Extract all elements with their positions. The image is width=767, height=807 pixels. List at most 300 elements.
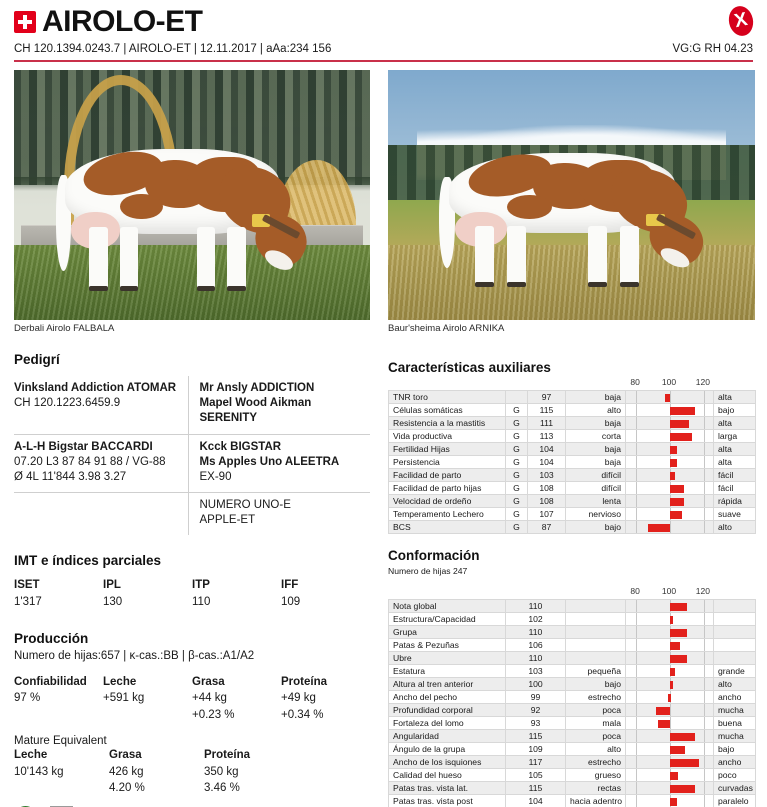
trait-name: Fertilidad Hijas (389, 443, 506, 456)
gridline (704, 717, 705, 729)
axis-tick: 100 (661, 586, 677, 597)
gridline (636, 730, 637, 742)
trait-name: TNR toro (389, 391, 506, 404)
table-row (389, 691, 756, 704)
trait-bar-cell (626, 652, 714, 665)
auxiliary-axis (388, 377, 755, 390)
conformation-section (388, 548, 755, 807)
gridline (704, 652, 705, 664)
trait-value: 111 (528, 417, 566, 430)
trait-bar-cell (626, 443, 714, 456)
trait-value: 110 (506, 652, 566, 665)
trait-high-label: alto (714, 521, 756, 534)
trait-high-label: poco (714, 769, 756, 782)
trait-name: Ángulo de la grupa (389, 743, 506, 756)
mature-equivalent-title: Mature Equivalent (14, 734, 107, 747)
gridline (636, 652, 637, 664)
gridline (636, 717, 637, 729)
trait-value: 93 (506, 717, 566, 730)
imt-index (192, 577, 281, 610)
gridline (704, 626, 705, 638)
gridline (704, 521, 705, 533)
trait-value: 100 (506, 678, 566, 691)
gridline (704, 782, 705, 794)
table-row (389, 391, 756, 404)
trait-bar (670, 616, 673, 624)
trait-low-label: corta (566, 430, 626, 443)
produccion-item-value: 97 % (14, 692, 41, 705)
trait-bar-cell (626, 391, 714, 404)
imt-index-label: IPL (103, 579, 121, 592)
gridline (636, 430, 637, 442)
produccion-item (14, 674, 103, 724)
pedigree-text: Ø 4L 11'844 3.98 3.27 (14, 470, 127, 483)
table-row (389, 521, 756, 534)
axis-tick: 120 (695, 586, 710, 597)
trait-bar (648, 524, 670, 532)
trait-low-label: baja (566, 456, 626, 469)
table-row (389, 665, 756, 678)
pedigree-cell-right (188, 434, 370, 493)
trait-low-label: difícil (566, 482, 626, 495)
produccion-item-label: Grasa (192, 675, 225, 688)
trait-high-label: mucha (714, 704, 756, 717)
trait-name: Velocidad de ordeño (389, 495, 506, 508)
trait-value: 104 (506, 795, 566, 807)
table-row (389, 613, 756, 626)
pedigree-text: Vinksland Addiction ATOMAR (14, 382, 177, 394)
trait-high-label: alta (714, 417, 756, 430)
imt-index-label: ISET (14, 579, 40, 592)
pedigree-cell-left (14, 493, 188, 536)
gridline (636, 613, 637, 625)
gridline (704, 678, 705, 690)
trait-bar (670, 733, 695, 741)
auxiliary-traits-title: Características auxiliares (388, 360, 551, 375)
pedigree-text: Mapel Wood Aikman SERENITY (199, 397, 312, 425)
trait-low-label: alto (566, 743, 626, 756)
trait-bar-cell (626, 665, 714, 678)
trait-low-label: difícil (566, 469, 626, 482)
trait-value: 99 (506, 691, 566, 704)
trait-bar-cell (626, 795, 714, 807)
trait-low-label: grueso (566, 769, 626, 782)
trait-bar (670, 668, 675, 676)
trait-value: 92 (506, 704, 566, 717)
daughter-photo-arnika (388, 70, 755, 320)
gridline (670, 704, 671, 716)
trait-bar (658, 720, 670, 728)
pedigree-row (14, 493, 370, 536)
trait-bar-cell (626, 508, 714, 521)
header-meta (14, 43, 753, 55)
produccion-item (103, 674, 192, 724)
trait-bar-cell (626, 430, 714, 443)
trait-low-label: baja (566, 443, 626, 456)
trait-name: Ancho del pecho (389, 691, 506, 704)
bull-classification-meta: VG:G RH 04.23 (672, 42, 753, 55)
trait-bar-cell (626, 678, 714, 691)
gridline (704, 795, 705, 807)
gridline (704, 443, 705, 455)
gridline (704, 456, 705, 468)
photo-gallery (0, 70, 767, 335)
pedigree-row (14, 376, 370, 434)
trait-bar (670, 655, 687, 663)
trait-value: 110 (506, 626, 566, 639)
trait-high-label (714, 652, 756, 665)
trait-bar-cell (626, 756, 714, 769)
trait-low-label: bajo (566, 521, 626, 534)
trait-bar (670, 446, 677, 454)
mature-item-value: 426 kg (109, 765, 144, 778)
mature-equivalent-grid (14, 747, 370, 797)
trait-bar (656, 707, 670, 715)
trait-high-label: alta (714, 456, 756, 469)
trait-low-label: estrecho (566, 756, 626, 769)
trait-low-label: rectas (566, 782, 626, 795)
mature-item (204, 747, 299, 797)
produccion-item (192, 674, 281, 724)
pedigree-text: EX-90 (199, 470, 232, 483)
produccion-item-value: +49 kg (281, 692, 316, 705)
imt-index-value: 1'317 (14, 596, 42, 609)
trait-bar-cell (626, 456, 714, 469)
trait-name: Estatura (389, 665, 506, 678)
gridline (704, 665, 705, 677)
photo-caption-right: Baur'sheima Airolo ARNIKA (388, 322, 505, 334)
trait-low-label: baja (566, 391, 626, 404)
auxiliary-traits-table (388, 390, 756, 534)
pedigree-cell-right (188, 376, 370, 434)
pedigree-text: Ms Apples Uno ALEETRA (199, 455, 340, 468)
trait-bar (665, 394, 670, 402)
gridline (704, 417, 705, 429)
gridline (670, 521, 671, 533)
gridline (704, 600, 705, 612)
trait-bar (670, 798, 677, 806)
trait-name: Facilidad de parto hijas (389, 482, 506, 495)
pedigree-row (14, 434, 370, 493)
trait-name: Altura al tren anterior (389, 678, 506, 691)
table-row (389, 430, 756, 443)
gridline (636, 456, 637, 468)
trait-high-label (714, 613, 756, 626)
trait-bar-cell (626, 704, 714, 717)
trait-name: Ancho de los isquiones (389, 756, 506, 769)
mature-item-label: Leche (14, 748, 48, 761)
table-row (389, 626, 756, 639)
trait-name: Patas & Pezuñas (389, 639, 506, 652)
trait-value: 103 (528, 469, 566, 482)
trait-value: 108 (528, 482, 566, 495)
table-row (389, 652, 756, 665)
trait-low-label: alto (566, 404, 626, 417)
trait-name: Células somáticas (389, 404, 506, 417)
trait-low-label: poca (566, 730, 626, 743)
gridline (704, 691, 705, 703)
gridline (636, 626, 637, 638)
trait-low-label: hacia adentro (566, 795, 626, 807)
trait-low-label: mala (566, 717, 626, 730)
trait-reliability-flag: G (506, 469, 528, 482)
trait-high-label: buena (714, 717, 756, 730)
conformation-traits-table (388, 599, 756, 807)
trait-low-label: nervioso (566, 508, 626, 521)
trait-reliability-flag: G (506, 508, 528, 521)
table-row (389, 600, 756, 613)
trait-bar (670, 433, 692, 441)
gridline (704, 756, 705, 768)
trait-bar (670, 472, 675, 480)
conformation-traits-body (389, 600, 756, 807)
trait-reliability-flag: G (506, 430, 528, 443)
left-column (14, 352, 370, 807)
imt-index-value: 110 (192, 596, 211, 609)
trait-bar-cell (626, 417, 714, 430)
pedigree-title: Pedigrí (14, 352, 60, 367)
page-header (0, 0, 767, 55)
gridline (636, 521, 637, 533)
trait-bar (670, 772, 678, 780)
title-row (14, 6, 753, 38)
gridline (636, 782, 637, 794)
imt-index (103, 577, 192, 610)
mature-item-value: 3.46 % (204, 782, 240, 795)
pedigree-cell-left (14, 376, 188, 434)
trait-name: Nota global (389, 600, 506, 613)
trait-low-label: bajo (566, 678, 626, 691)
trait-value: 115 (506, 782, 566, 795)
trait-bar-cell (626, 482, 714, 495)
gridline (670, 391, 671, 403)
gridline (704, 482, 705, 494)
trait-name: Grupa (389, 626, 506, 639)
trait-name: Profundidad corporal (389, 704, 506, 717)
pedigree-text: Mr Ansly ADDICTION (199, 382, 315, 394)
trait-name: Estructura/Capacidad (389, 613, 506, 626)
produccion-item (281, 674, 370, 724)
trait-name: Patas tras. vista lat. (389, 782, 506, 795)
imt-index-label: IFF (281, 579, 299, 592)
trait-name: Resistencia a la mastitis (389, 417, 506, 430)
trait-name: BCS (389, 521, 506, 534)
trait-value: 109 (506, 743, 566, 756)
cow-illustration (410, 125, 733, 300)
trait-reliability-flag: G (506, 456, 528, 469)
pedigree-cell-left (14, 434, 188, 493)
trait-bar (670, 603, 687, 611)
trait-value: 97 (528, 391, 566, 404)
table-row (389, 639, 756, 652)
trait-value: 110 (506, 600, 566, 613)
pedigree-text: APPLE-ET (199, 514, 256, 527)
trait-bar (670, 629, 687, 637)
trait-low-label (566, 652, 626, 665)
gridline (636, 704, 637, 716)
produccion-item-value: +591 kg (103, 692, 145, 705)
trait-bar-cell (626, 404, 714, 417)
trait-high-label (714, 600, 756, 613)
gridline (636, 417, 637, 429)
daughter-photo-falbala (14, 70, 370, 320)
imt-index-grid (14, 577, 370, 610)
gridline (704, 730, 705, 742)
table-row (389, 417, 756, 430)
page-title: AIROLO-ET (42, 5, 203, 38)
trait-bar (670, 746, 685, 754)
table-row (389, 443, 756, 456)
trait-value: 105 (506, 769, 566, 782)
table-row (389, 743, 756, 756)
cow-illustration (28, 120, 334, 305)
trait-bar-cell (626, 743, 714, 756)
gridline (704, 495, 705, 507)
trait-bar (670, 407, 695, 415)
trait-high-label (714, 626, 756, 639)
produccion-title: Producción (14, 630, 89, 646)
gridline (636, 508, 637, 520)
pedigree-text: 07.20 L3 87 84 91 88 / VG-88 (14, 455, 166, 468)
trait-high-label: mucha (714, 730, 756, 743)
trait-name: Facilidad de parto (389, 469, 506, 482)
swissgenetics-x-logo: X (729, 6, 753, 36)
mature-item-value: 10'143 kg (14, 765, 64, 778)
gridline (636, 678, 637, 690)
trait-value: 115 (506, 730, 566, 743)
gridline (636, 769, 637, 781)
mature-item-value: 350 kg (204, 765, 239, 778)
trait-reliability-flag: G (506, 417, 528, 430)
trait-value: 106 (506, 639, 566, 652)
trait-value: 107 (528, 508, 566, 521)
trait-high-label: ancho (714, 691, 756, 704)
trait-low-label: baja (566, 417, 626, 430)
trait-name: Temperamento Lechero (389, 508, 506, 521)
table-row (389, 404, 756, 417)
imt-index-value: 130 (103, 596, 123, 609)
trait-value: 104 (528, 443, 566, 456)
trait-bar-cell (626, 495, 714, 508)
trait-reliability-flag: G (506, 482, 528, 495)
photo-left (14, 70, 370, 334)
gridline (704, 430, 705, 442)
trait-reliability-flag: G (506, 443, 528, 456)
gridline (636, 639, 637, 651)
trait-bar (670, 420, 689, 428)
axis-tick: 120 (695, 377, 710, 387)
trait-low-label (566, 600, 626, 613)
photo-caption-left: Derbali Airolo FALBALA (14, 322, 115, 334)
produccion-item-label: Proteína (281, 675, 328, 688)
gridline (636, 600, 637, 612)
produccion-item-value: +0.23 % (192, 709, 235, 722)
trait-high-label: fácil (714, 482, 756, 495)
trait-high-label: ancho (714, 756, 756, 769)
trait-bar-cell (626, 691, 714, 704)
auxiliary-traits-body (389, 391, 756, 534)
gridline (636, 495, 637, 507)
table-row (389, 769, 756, 782)
gridline (704, 769, 705, 781)
gridline (704, 704, 705, 716)
produccion-item-label: Leche (103, 675, 137, 688)
imt-index-value: 109 (281, 596, 301, 609)
table-row (389, 495, 756, 508)
gridline (704, 613, 705, 625)
trait-bar (670, 485, 684, 493)
pedigree-text: Kcck BIGSTAR (199, 440, 282, 453)
trait-bar (670, 759, 699, 767)
pedigree-text: NUMERO UNO-E (199, 499, 291, 512)
trait-high-label (714, 639, 756, 652)
imt-index (281, 577, 370, 610)
trait-bar-cell (626, 626, 714, 639)
trait-high-label: bajo (714, 404, 756, 417)
swiss-flag-icon (14, 11, 36, 33)
trait-reliability-flag (506, 391, 528, 404)
pedigree-table (14, 376, 370, 535)
mature-item-label: Grasa (109, 748, 142, 761)
trait-bar (670, 642, 680, 650)
imt-index-label: ITP (192, 579, 210, 592)
table-row (389, 730, 756, 743)
trait-name: Patas tras. vista post (389, 795, 506, 807)
trait-bar (670, 511, 682, 519)
trait-high-label: larga (714, 430, 756, 443)
photo-right (388, 70, 755, 334)
imt-title: IMT e índices parciales (14, 553, 162, 569)
table-row (389, 782, 756, 795)
trait-bar (670, 498, 684, 506)
conformation-subtitle: Numero de hijas 247 (388, 566, 468, 576)
trait-name: Ubre (389, 652, 506, 665)
table-row (389, 704, 756, 717)
gridline (636, 404, 637, 416)
header-divider (14, 60, 753, 62)
gridline (636, 756, 637, 768)
mature-item (109, 747, 204, 797)
gridline (636, 795, 637, 807)
gridline (636, 665, 637, 677)
trait-bar-cell (626, 469, 714, 482)
trait-low-label: poca (566, 704, 626, 717)
trait-reliability-flag: G (506, 404, 528, 417)
trait-name: Fortaleza del lomo (389, 717, 506, 730)
trait-value: 104 (528, 456, 566, 469)
trait-bar (670, 785, 695, 793)
axis-tick: 100 (661, 377, 677, 387)
gridline (704, 508, 705, 520)
gridline (704, 639, 705, 651)
bull-identity-meta: CH 120.1394.0243.7 | AIROLO-ET | 12.11.2017 | aAa:234 156 (14, 42, 332, 55)
trait-bar-cell (626, 782, 714, 795)
table-row (389, 678, 756, 691)
trait-high-label: alta (714, 443, 756, 456)
table-row (389, 508, 756, 521)
gridline (636, 482, 637, 494)
axis-tick: 80 (630, 377, 640, 387)
trait-value: 87 (528, 521, 566, 534)
pedigree-cell-right (188, 493, 370, 536)
table-row (389, 482, 756, 495)
trait-value: 102 (506, 613, 566, 626)
trait-value: 115 (528, 404, 566, 417)
trait-value: 117 (506, 756, 566, 769)
trait-high-label: alta (714, 391, 756, 404)
trait-name: Calidad del hueso (389, 769, 506, 782)
trait-reliability-flag: G (506, 521, 528, 534)
